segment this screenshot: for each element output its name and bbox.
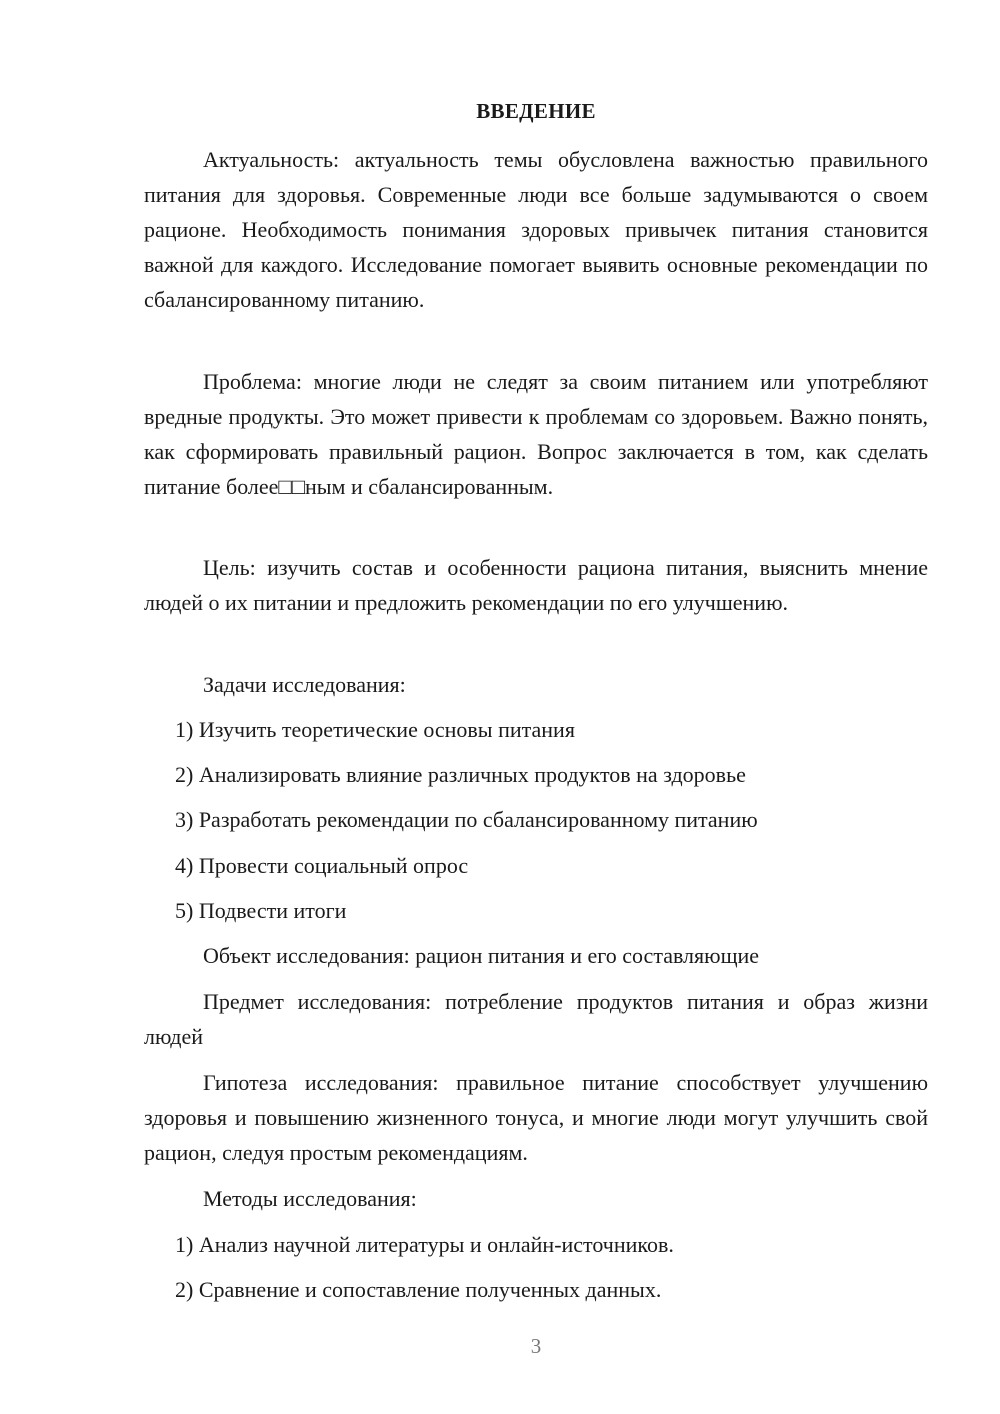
- relevance-paragraph: Актуальность: актуальность темы обусловлена важностью правильного питания для здоровья. Современные люди все больше задумываются о своем рационе. Необходимость понимания здоровых привычек питания становится важной для каждого. Исследование помогает выявить основные рекомендации по сбалансированному питанию.: [144, 147, 928, 312]
- task-item: 4) Провести социальный опрос: [175, 853, 469, 878]
- method-item: 1) Анализ научной литературы и онлайн-источников.: [175, 1232, 674, 1257]
- task-item: 3) Разработать рекомендации по сбалансированному питанию: [175, 807, 758, 832]
- tasks-heading: Задачи исследования:: [203, 672, 406, 697]
- problem-paragraph: Проблема: многие люди не следят за своим питанием или употребляют вредные продукты. Это может привести к проблемам со здоровьем. Важно понять, как сформировать правильный рацион. Вопрос заключается в том, как сделать питание более□□ным и сбалансированным.: [144, 369, 928, 499]
- subject-paragraph: Предмет исследования: потребление продуктов питания и образ жизни людей: [144, 989, 928, 1049]
- methods-heading: Методы исследования:: [203, 1186, 417, 1211]
- task-item: 5) Подвести итоги: [175, 898, 347, 923]
- task-item: 1) Изучить теоретические основы питания: [175, 717, 575, 742]
- page-number: 3: [530, 1334, 542, 1358]
- method-item: 2) Сравнение и сопоставление полученных данных.: [175, 1277, 662, 1302]
- object-line: Объект исследования: рацион питания и его составляющие: [203, 943, 760, 968]
- goal-paragraph: Цель: изучить состав и особенности рациона питания, выяснить мнение людей о их питании и предложить рекомендации по его улучшению.: [144, 555, 928, 615]
- page-title: ВВЕДЕНИЕ: [476, 99, 596, 123]
- hypothesis-paragraph: Гипотеза исследования: правильное питание способствует улучшению здоровья и повышению жизненного тонуса, и многие люди могут улучшить свой рацион, следуя простым рекомендациям.: [144, 1070, 928, 1165]
- task-item: 2) Анализировать влияние различных продуктов на здоровье: [175, 762, 746, 787]
